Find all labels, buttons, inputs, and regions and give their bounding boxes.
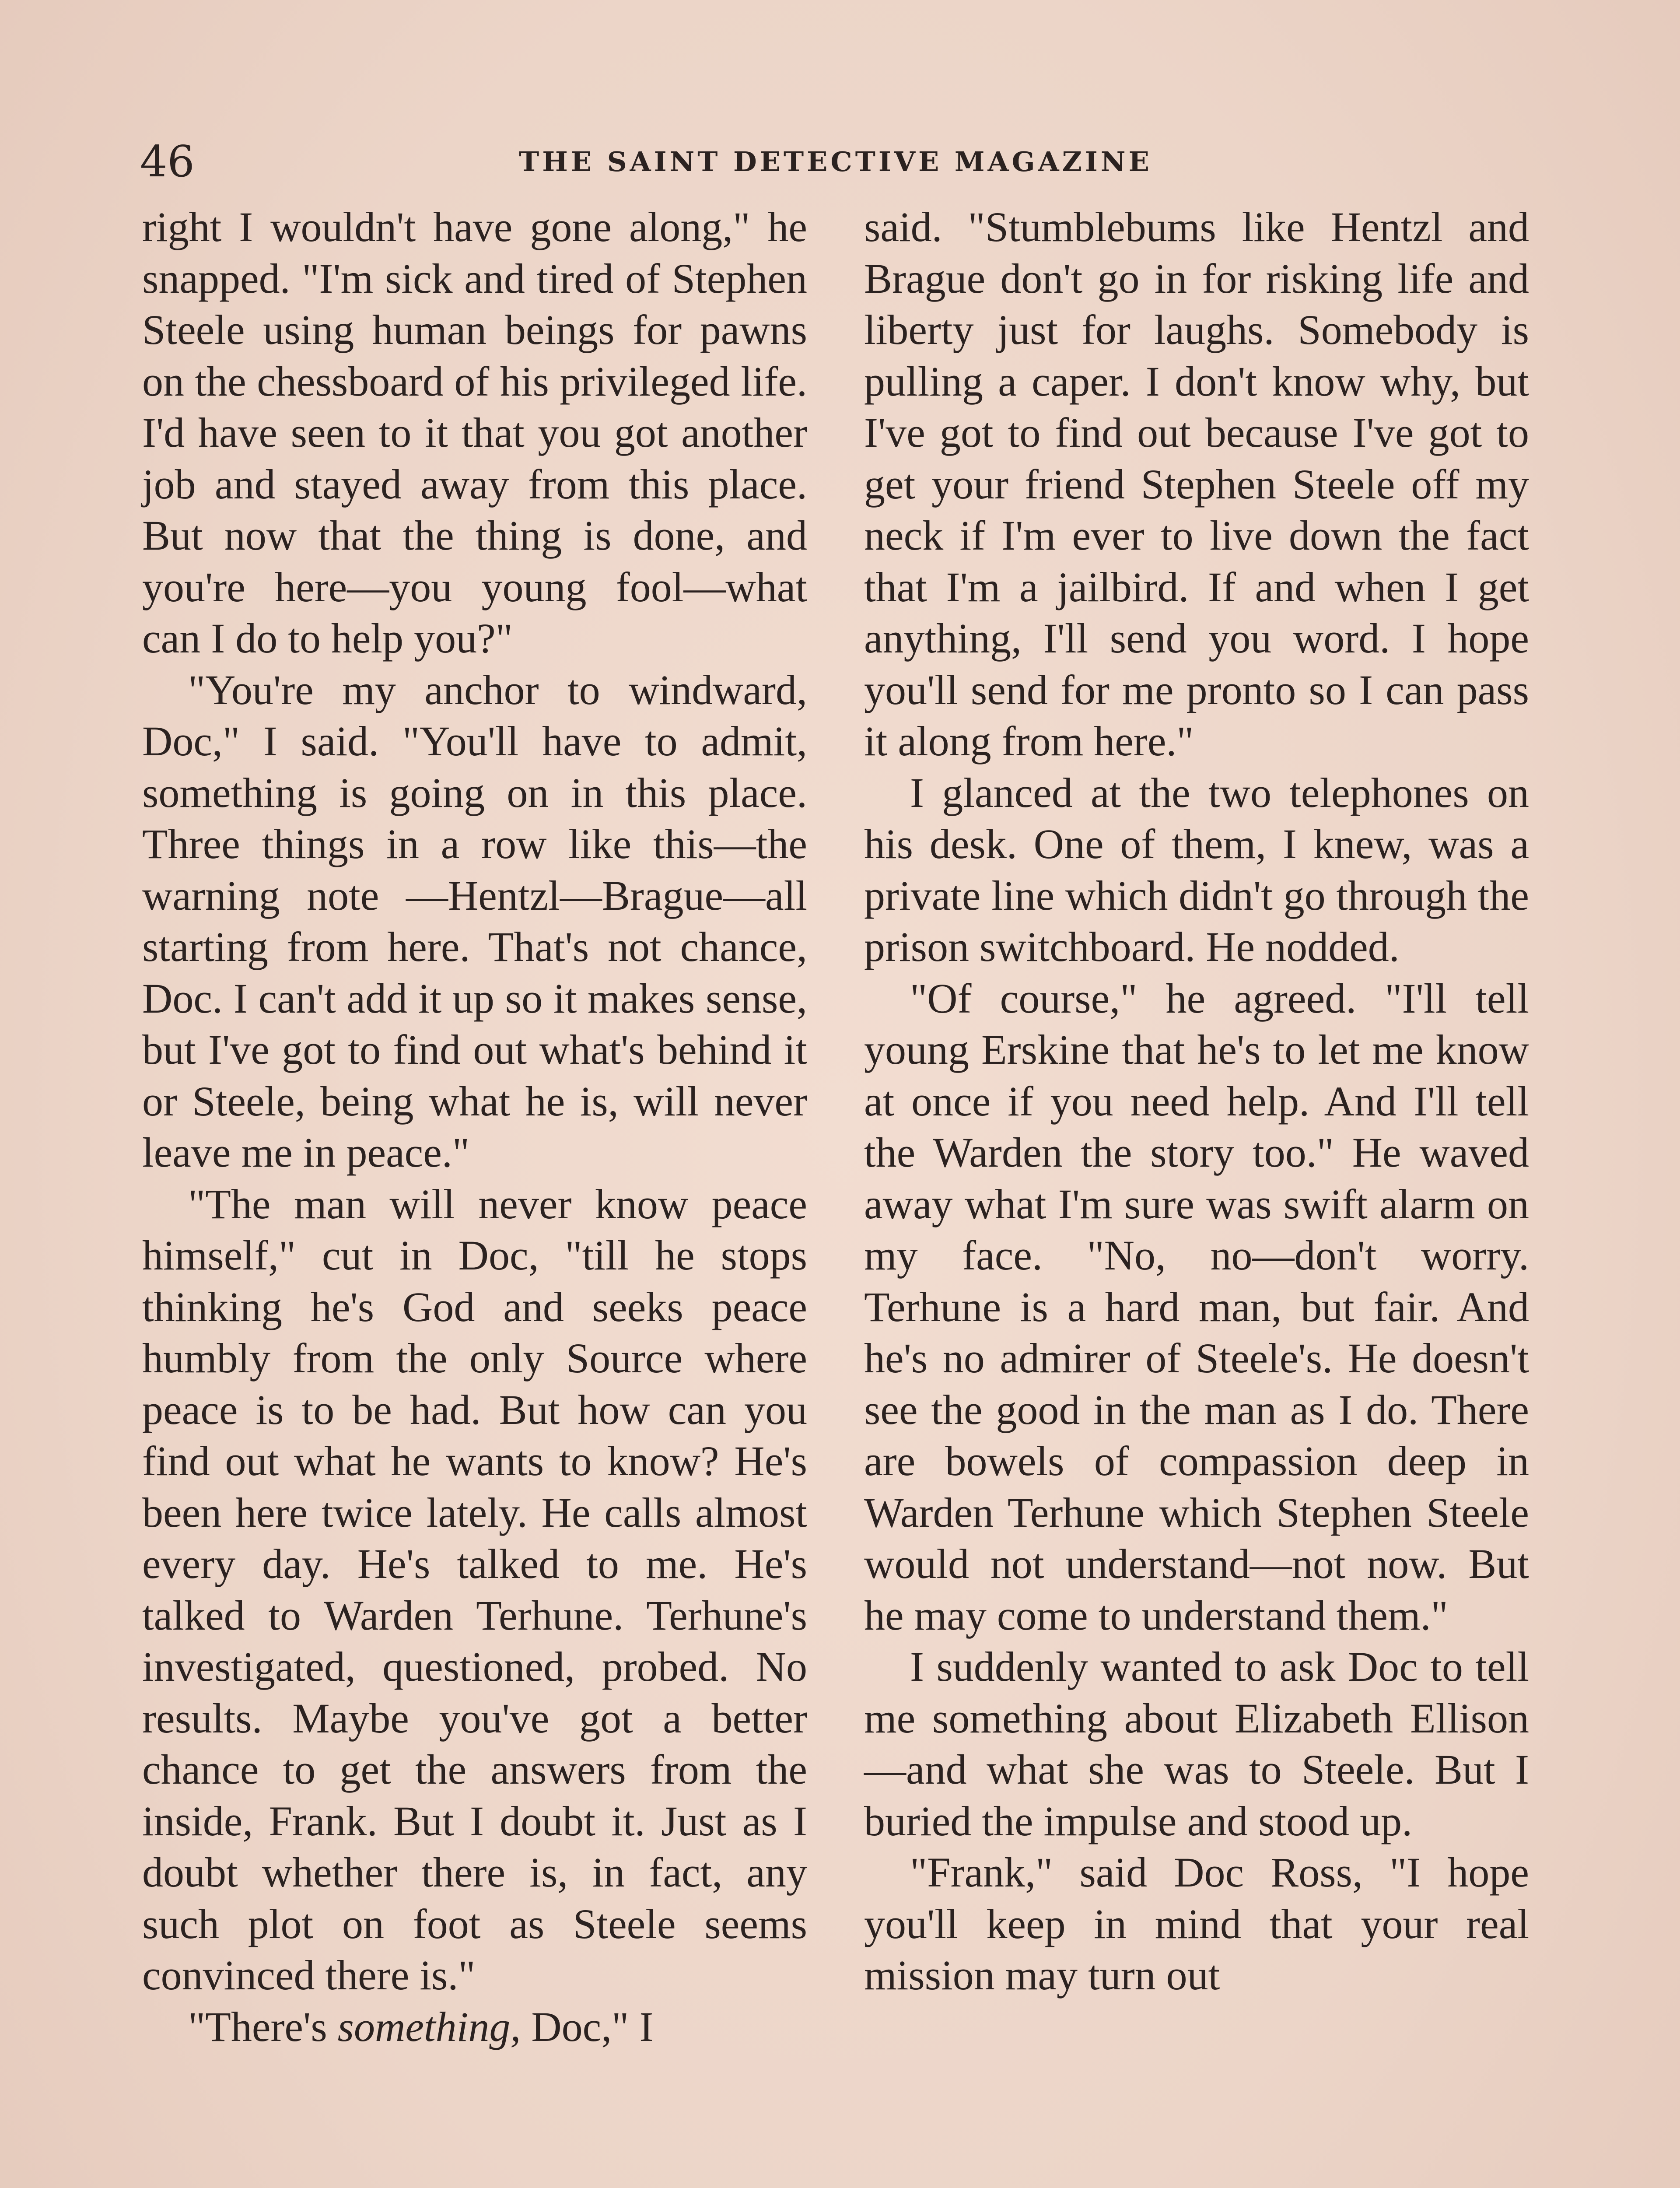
page-number: 46 <box>140 137 195 187</box>
paragraph <box>142 2001 807 2053</box>
paragraph: "Of course," he agreed. "I'll tell young Erskine that he's to let me know at once if you need help. And I'll tell the Warden the story too." He waved away what I'm sure was swift alarm on my face. "No, no—don't worry. Terhune is a hard man, but fair. And he's no admirer of Steele's. He doesn't see the good in the man as I do. There are bowels of compassion deep in Warden Terhune which Stephen Steele would not understand—not now. But he may come to understand them." <box>864 975 1529 1639</box>
italic-emphasis: something, <box>337 2003 521 2050</box>
left-column <box>142 201 807 2052</box>
text-run: Doc," I <box>521 2003 654 2050</box>
paragraph: I suddenly wanted to ask Doc to tell me something about Elizabeth Ellison—and what she was to Steele. But I buried the impulse and stood up. <box>864 1643 1529 1844</box>
right-column <box>864 201 1529 2001</box>
page-header <box>140 131 1531 193</box>
paragraph: I glanced at the two telephones on his desk. One of them, I knew, was a private line which didn't go through the prison switchboard. He nodded. <box>864 769 1529 970</box>
paragraph: right I wouldn't have gone along," he snapped. "I'm sick and tired of Stephen Steele using human beings for pawns on the chessboard of his privileged life. I'd have seen to it that you got another job and stayed away from this place. But now that the thing is done, and you're here—you young fool—what can I do to help you?" <box>142 203 807 662</box>
running-title: THE SAINT DETECTIVE MAGAZINE <box>519 146 1152 178</box>
paragraph: "Frank," said Doc Ross, "I hope you'll keep in mind that your real mission may turn out <box>864 1849 1529 1999</box>
paragraph: "The man will never know peace himself," cut in Doc, "till he stops thinking he's God and seeks peace humbly from the only Source where peace is to be had. But how can you find out what he wants to know? He's been here twice lately. He calls almost every day. He's talked to me. He's talked to Warden Terhune. Terhune's investigated, questioned, probed. No results. Maybe you've got a better chance to get the answers from the inside, Frank. But I doubt it. Just as I doubt whether there is, in fact, any such plot on foot as Steele seems convinced there is." <box>142 1180 807 1999</box>
text-run: "There's <box>188 2003 338 2050</box>
paragraph: "You're my anchor to windward, Doc," I said. "You'll have to admit, something is going on in this place. Three things in a row like this—the warning note —Hentzl—Brague—all starting from here. That's not chance, Doc. I can't add it up so it makes sense, but I've got to find out what's behind it or Steele, being what he is, will never leave me in peace." <box>142 666 807 1176</box>
paragraph: said. "Stumblebums like Hentzl and Brague don't go in for risking life and liberty just for laughs. Somebody is pulling a caper. I don't know why, but I've got to find out because I've got to get your friend Stephen Steele off my neck if I'm ever to live down the fact that I'm a jailbird. If and when I get anything, I'll send you word. I hope you'll send for me pronto so I can pass it along from here." <box>864 203 1529 764</box>
